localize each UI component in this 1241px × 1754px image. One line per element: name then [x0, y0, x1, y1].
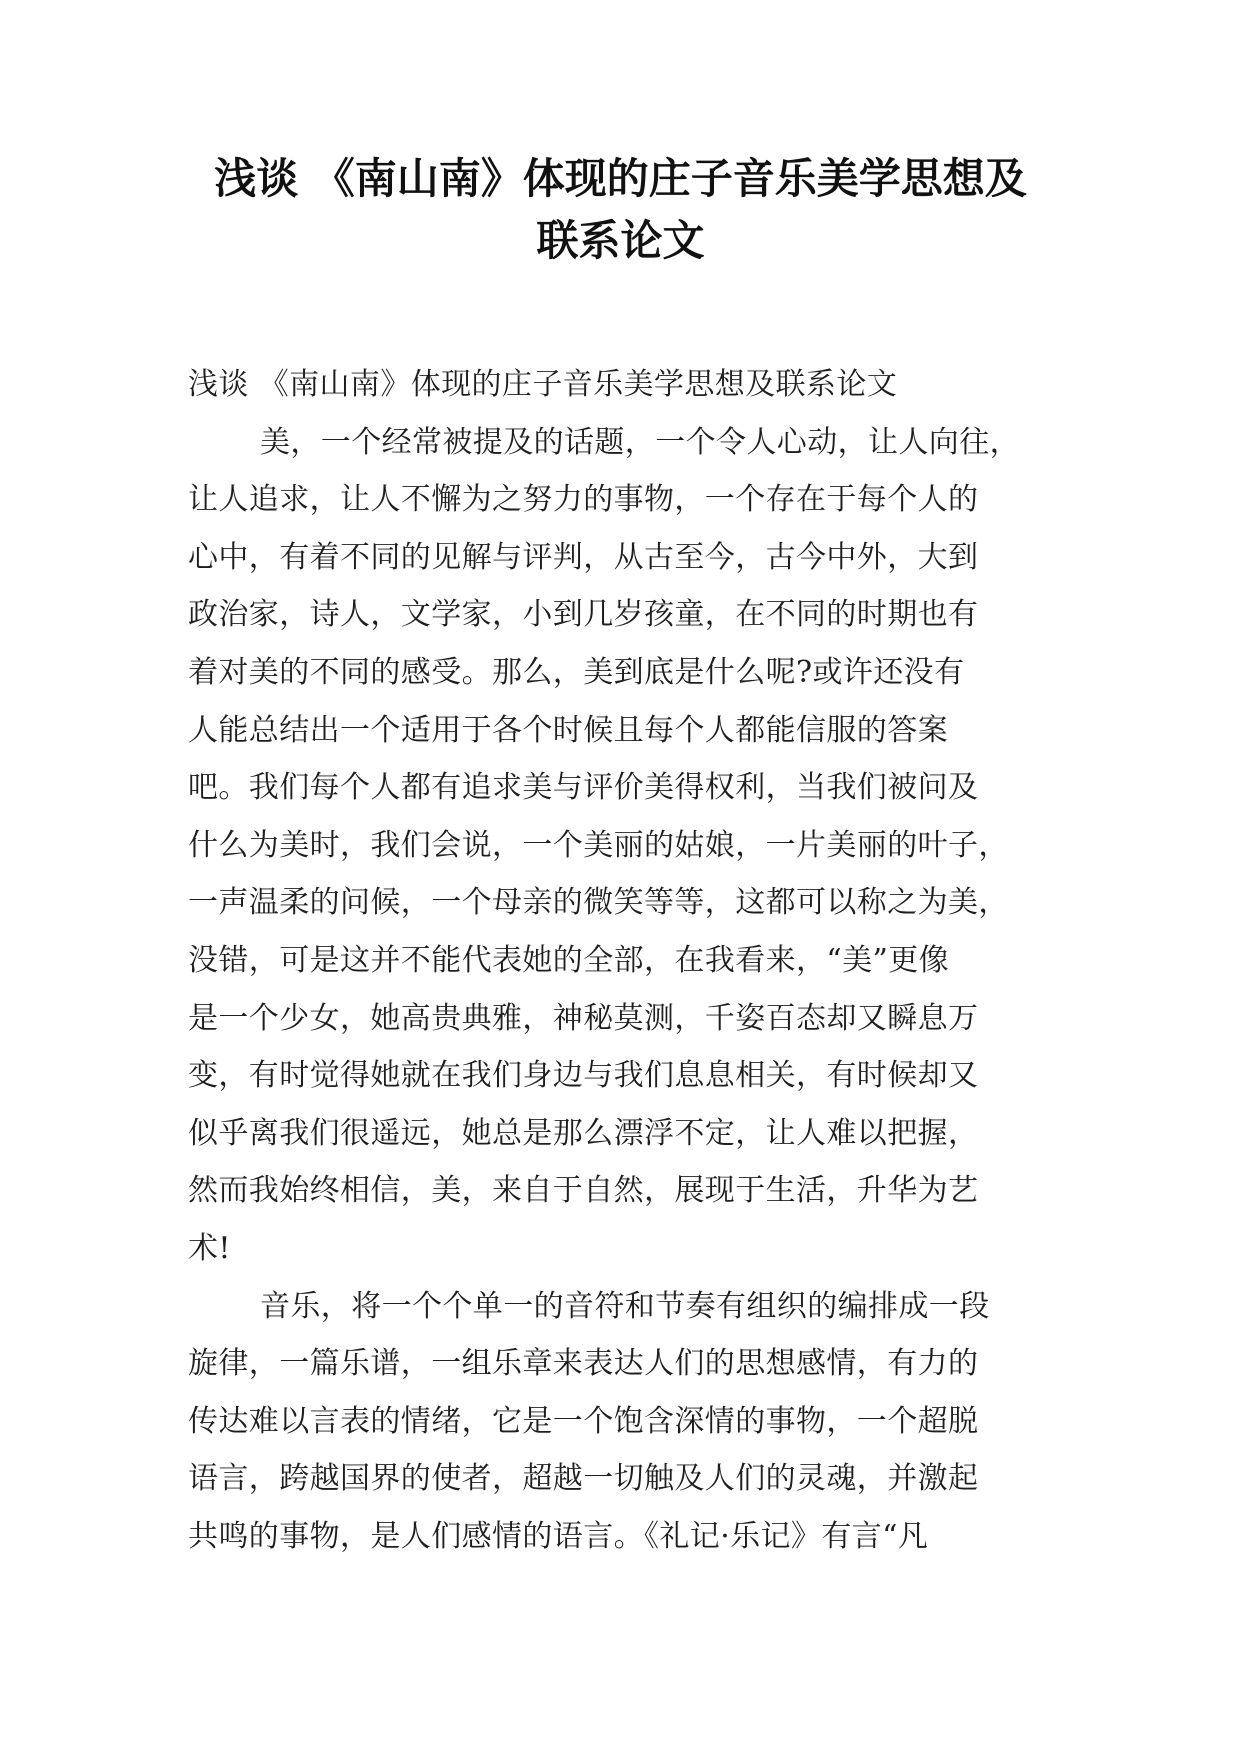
body-text-line: 术!: [188, 1230, 231, 1266]
body-text-line: 似乎离我们很遥远，她总是那么漂浮不定，让人难以把握，: [188, 1115, 979, 1151]
body-text-line: 是一个少女，她高贵典雅，神秘莫测，千姿百态却又瞬息万: [188, 1000, 979, 1036]
body-text-line: 人能总结出一个适用于各个时候且每个人都能信服的答案: [188, 712, 948, 748]
body-text-line: 让人追求，让人不懈为之努力的事物，一个存在于每个人的: [188, 482, 979, 518]
body-text-line: 心中，有着不同的见解与评判，从古至今，古今中外，大到: [188, 539, 979, 575]
body-text-line: 什么为美时，我们会说，一个美丽的姑娘，一片美丽的叶子，: [188, 827, 1009, 863]
title-line-2: 联系论文: [536, 216, 705, 265]
body-text-line: 旋律，一篇乐谱，一组乐章来表达人们的思想感情，有力的: [188, 1346, 979, 1382]
body-text-line: 然而我始终相信，美，来自于自然，展现于生活，升华为艺: [188, 1173, 979, 1209]
document-title: [150, 148, 1091, 272]
body-text-line: 一声温柔的问候，一个母亲的微笑等等，这都可以称之为美，: [188, 885, 1009, 921]
document-body: [188, 356, 1060, 1565]
body-text-line: 着对美的不同的感受。那么，美到底是什么呢?或许还没有: [188, 654, 965, 690]
subtitle-line: 浅谈 《南山南》体现的庄子音乐美学思想及联系论文: [188, 367, 898, 402]
body-text-line: 没错，可是这并不能代表她的全部，在我看来，“美”更像: [188, 942, 950, 978]
title-line-1: 浅谈 《南山南》体现的庄子音乐美学思想及: [214, 154, 1027, 203]
body-text-line: 变，有时觉得她就在我们身边与我们息息相关，有时候却又: [188, 1058, 979, 1094]
body-text-line: 政治家，诗人，文学家，小到几岁孩童，在不同的时期也有: [188, 597, 979, 633]
body-text-line: 吧。我们每个人都有追求美与评价美得权利，当我们被问及: [188, 770, 979, 806]
body-text-line: 传达难以言表的情绪，它是一个饱含深情的事物，一个超脱: [188, 1403, 979, 1439]
body-text-line: 共鸣的事物，是人们感情的语言。《礼记·乐记》有言“凡: [188, 1518, 929, 1554]
body-text-line: 语言，跨越国界的使者，超越一切触及人们的灵魂，并激起: [188, 1461, 979, 1497]
body-text-line: 美，一个经常被提及的话题，一个令人心动，让人向往，: [260, 424, 1020, 460]
body-text-line: 音乐，将一个个单一的音符和节奏有组织的编排成一段: [260, 1288, 990, 1324]
